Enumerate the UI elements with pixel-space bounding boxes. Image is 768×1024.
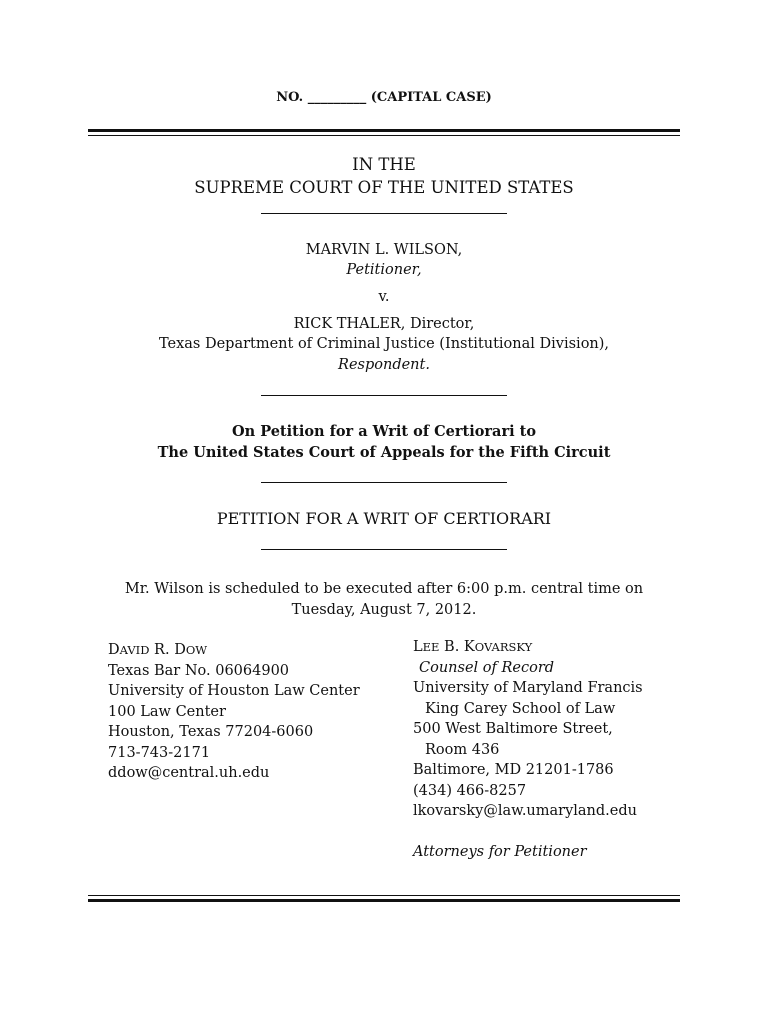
- section-divider: [261, 395, 507, 396]
- counsel-left-block: [108, 640, 360, 784]
- certiorari-line2: The United States Court of Appeals for the Fifth Circuit: [157, 444, 611, 461]
- counsel-left-address1: 100 Law Center: [108, 703, 226, 720]
- counsel-right-name: LEE B. KOVARSKY: [413, 639, 533, 655]
- court-heading-line1: IN THE: [352, 155, 416, 174]
- court-heading-line2: SUPREME COURT OF THE UNITED STATES: [194, 178, 574, 197]
- counsel-right-phone: (434) 466-8257: [413, 782, 527, 799]
- counsel-right-institution-line2: King Carey School of Law: [425, 700, 616, 717]
- respondent-agency: Texas Department of Criminal Justice (Institutional Division),: [158, 336, 610, 352]
- docket-number: NO. _________ (CAPITAL CASE): [276, 90, 492, 105]
- bottom-double-rule-upper: [88, 895, 680, 896]
- execution-notice-line1: Mr. Wilson is scheduled to be executed after 6:00 p.m. central time on: [124, 581, 644, 597]
- petitioner-role: Petitioner,: [346, 262, 422, 278]
- counsel-right-role: Attorneys for Petitioner: [413, 843, 587, 860]
- execution-notice-line2: Tuesday, August 7, 2012.: [291, 602, 477, 618]
- counsel-left-address2: Houston, Texas 77204-6060: [108, 724, 314, 740]
- respondent-role: Respondent.: [338, 357, 430, 373]
- section-divider: [261, 213, 507, 214]
- versus: v.: [378, 289, 390, 305]
- counsel-right-block: [413, 637, 643, 862]
- top-double-rule-lower: [88, 135, 680, 136]
- certiorari-line1: On Petition for a Writ of Certiorari to: [231, 423, 537, 440]
- counsel-left-phone: 713-743-2171: [108, 744, 211, 761]
- counsel-right-address1: 500 West Baltimore Street,: [413, 721, 613, 737]
- counsel-right-designation: Counsel of Record: [419, 659, 555, 676]
- counsel-left-institution: University of Houston Law Center: [108, 683, 360, 699]
- counsel-left-email: ddow@central.uh.edu: [108, 765, 270, 781]
- counsel-right-email: lkovarsky@law.umaryland.edu: [413, 803, 637, 819]
- respondent-name: RICK THALER, Director,: [293, 316, 475, 332]
- bottom-double-rule-lower: [88, 899, 680, 902]
- counsel-right-address3: Baltimore, MD 21201-1786: [413, 762, 614, 778]
- petitioner-name: MARVIN L. WILSON,: [305, 242, 463, 258]
- top-double-rule-upper: [88, 129, 680, 132]
- petition-title: PETITION FOR A WRIT OF CERTIORARI: [216, 509, 552, 528]
- counsel-left-bar-no: Texas Bar No. 06064900: [108, 662, 290, 679]
- counsel-left-name: DAVID R. DOW: [108, 642, 208, 658]
- counsel-right-address2: Room 436: [425, 741, 500, 758]
- section-divider: [261, 482, 507, 483]
- section-divider: [261, 549, 507, 550]
- counsel-right-institution-line1: University of Maryland Francis: [413, 680, 643, 696]
